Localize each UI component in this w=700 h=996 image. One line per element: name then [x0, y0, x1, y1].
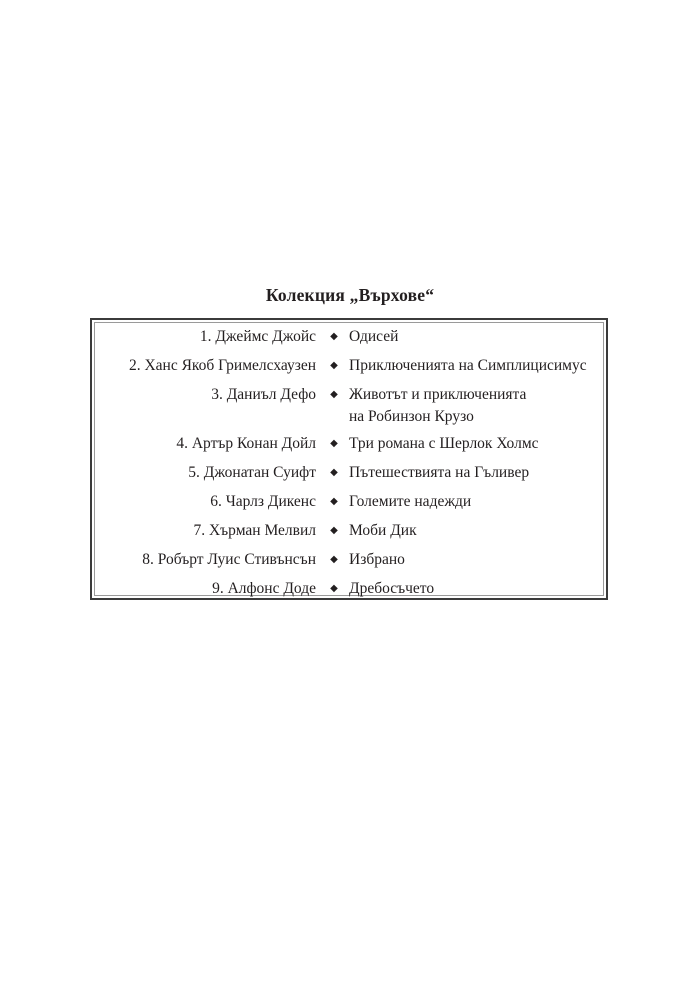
- diamond-bullet-icon: ◆: [330, 496, 338, 507]
- diamond-bullet-icon: ◆: [330, 438, 338, 449]
- author-name: 6. Чарлз Дикенс: [210, 493, 316, 510]
- book-title: Дребосъчето: [349, 580, 435, 597]
- author-name: 2. Ханс Якоб Гримелсхаузен: [128, 357, 316, 374]
- author-name: 8. Робърт Луис Стивънсън: [142, 551, 316, 568]
- book-title: Моби Дик: [349, 522, 417, 539]
- author-name: 4. Артър Конан Дойл: [176, 435, 316, 452]
- author-name: 5. Джонатан Суифт: [188, 464, 316, 481]
- diamond-bullet-icon: ◆: [330, 554, 338, 565]
- diamond-bullet-icon: ◆: [330, 360, 338, 371]
- book-title: Животът и приключенията на Робинзон Крузо: [349, 386, 527, 425]
- diamond-bullet-icon: ◆: [330, 331, 338, 342]
- author-name: 9. Алфонс Доде: [212, 580, 316, 597]
- diamond-bullet-icon: ◆: [330, 467, 338, 478]
- book-title: Приключенията на Симплицисимус: [349, 357, 587, 374]
- diamond-bullet-icon: ◆: [330, 583, 338, 594]
- diamond-bullet-icon: ◆: [330, 525, 338, 536]
- book-title: Одисей: [349, 328, 399, 345]
- book-title: Избрано: [349, 551, 405, 568]
- book-title: Три романа с Шерлок Холмс: [349, 435, 539, 452]
- page-title: Колекция „Върхове“: [265, 285, 435, 305]
- collection-frame: [90, 318, 608, 600]
- book-title: Големите надежди: [349, 493, 472, 510]
- book-title: Пътешествията на Гъливер: [349, 464, 530, 481]
- author-name: 1. Джеймс Джойс: [199, 328, 316, 345]
- diamond-bullet-icon: ◆: [330, 389, 338, 400]
- author-name: 3. Даниъл Дефо: [211, 386, 316, 403]
- author-name: 7. Хърман Мелвил: [193, 522, 316, 539]
